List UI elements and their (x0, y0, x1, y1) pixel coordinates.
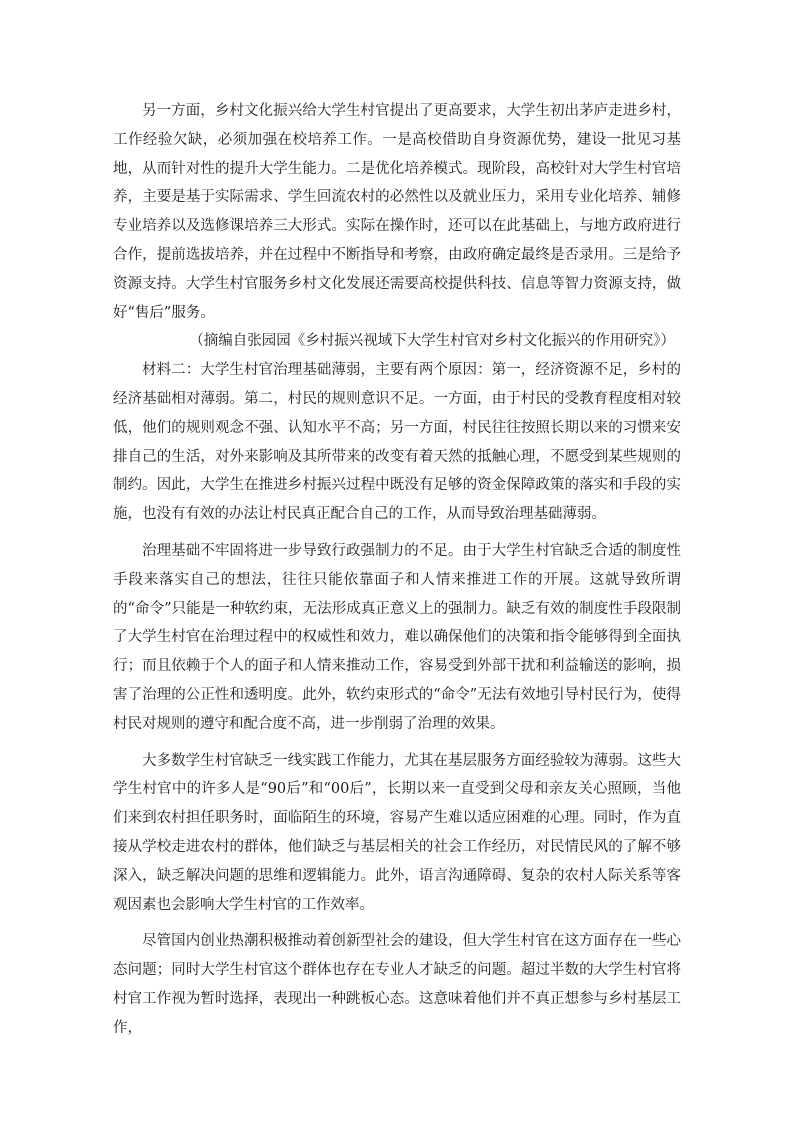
document-page (113, 97, 681, 1043)
source-citation: （摘编自张园园《乡村振兴视域下大学生村官对乡村文化振兴的作用研究》） (189, 333, 675, 350)
paragraph-material-two: 材料二：大学生村官治理基础薄弱，主要有两个原因：第一，经济资源不足，乡村的经济基础相对薄弱。第二，村民的规则意识不足。一方面，由于村民的受教育程度相对较低，他们的规则观念不强、认知水平不高；另一方面，村民往往按照长期以来的习惯来安排自己的生活，对外来影响及其所带来的改变有着天然的抵触心理，不愿受到某些规则的制约。因此，大学生在推进乡村振兴过程中既没有足够的资金保障政策的落实和手段的实施，也没有有效的办法让村民真正配合自己的工作，从而导致治理基础薄弱。 (113, 362, 681, 523)
paragraph-cultivation: 另一方面，乡村文化振兴给大学生村官提出了更高要求，大学生初出茅庐走进乡村，工作经验欠缺，必须加强在校培养工作。一是高校借助自身资源优势，建设一批见习基地，从而针对性的提升大学生能力。二是优化培养模式。现阶段，高校针对大学生村官培养，主要是基于实际需求、学生回流农村的必然性以及就业压力，采用专业化培养、辅修专业培养以及选修课培养三大形式。实际在操作时，还可以在此基础上，与地方政府进行合作，提前选拔培养，并在过程中不断指导和考察，由政府确定最终是否录用。三是给予资源支持。大学生村官服务乡村文化发展还需要高校提供科技、信息等智力资源支持，做好“售后”服务。 (113, 103, 681, 321)
paragraph-governance: 治理基础不牢固将进一步导致行政强制力的不足。由于大学生村官缺乏合适的制度性手段来落实自己的想法，往往只能依靠面子和人情来推进工作的开展。这就导致所谓的“命令”只能是一种软约束，无法形成真正意义上的强制力。缺乏有效的制度性手段限制了大学生村官在治理过程中的权威性和效力，难以确保他们的决策和指令能够得到全面执行；而且依赖于个人的面子和人情来推动工作，容易受到外部干扰和利益输送的影响，损害了治理的公正性和透明度。此外，软约束形式的“命令”无法有效地引导村民行为，使得村民对规则的遵守和配合度不高，进一步削弱了治理的效果。 (113, 542, 681, 732)
paragraph-practice-ability: 大多数学生村官缺乏一线实践工作能力，尤其在基层服务方面经验较为薄弱。这些大学生村官中的许多人是“90后”和“00后”，长期以来一直受到父母和亲友关心照顾，当他们来到农村担任职务时，面临陌生的环境，容易产生难以适应困难的心理。同时，作为直接从学校走进农村的群体，他们缺乏与基层相关的社会工作经历，对民情民风的了解不够深入，缺乏解决问题的思维和逻辑能力。此外，语言沟通障碍、复杂的农村人际关系等客观因素也会影响大学生村官的工作效率。 (113, 752, 681, 913)
paragraph-mindset: 尽管国内创业热潮积极推动着创新型社会的建设，但大学生村官在这方面存在一些心态问题；同时大学生村官这个群体也存在专业人才缺乏的问题。超过半数的大学生村官将村官工作视为暂时选择，表现出一种跳板心态。这意味着他们并不真正想参与乡村基层工作， (113, 933, 681, 1036)
